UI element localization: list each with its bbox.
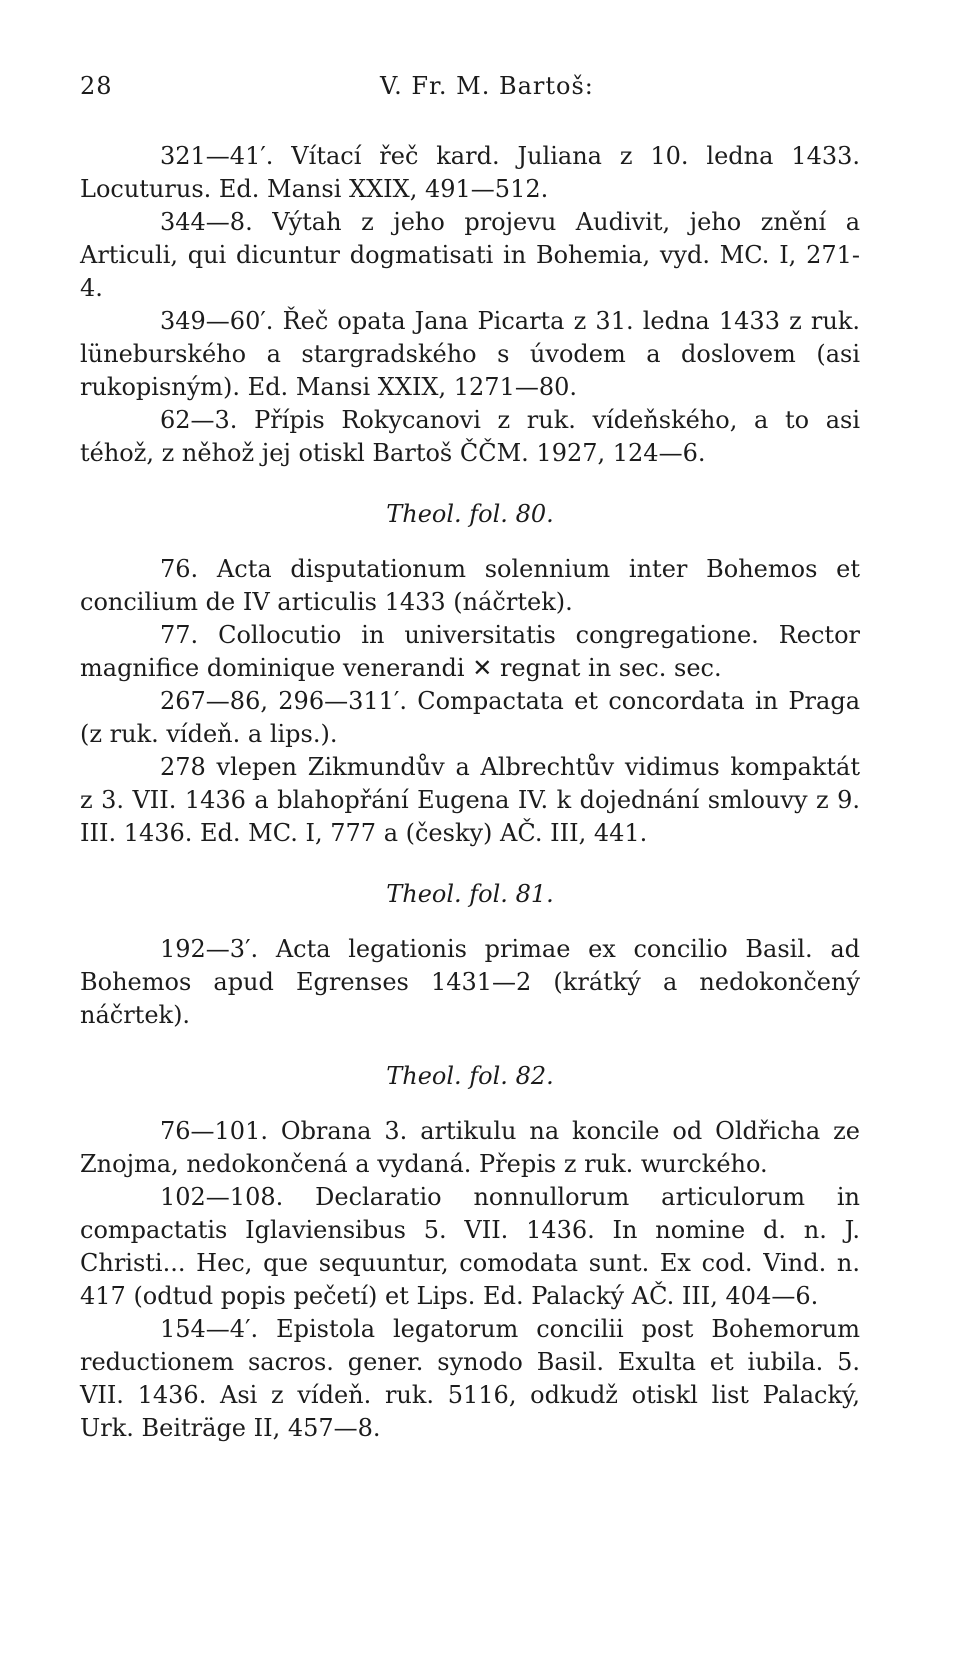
section-heading: Theol. fol. 80. [386, 500, 554, 528]
entry-paragraph: 77. Collocutio in universitatis congregatione. Rector magnifice dominique venerandi ✕ regnat in sec. sec. [80, 621, 860, 682]
page-body [80, 140, 860, 1445]
running-title: V. Fr. M. Bartoš: [380, 72, 594, 100]
entry-paragraph: 102—108. Declaratio nonnullorum articulorum in compactatis Iglaviensibus 5. VII. 1436. In nomine d. n. J. Christi... Hec, que sequuntur, comodata sunt. Ex cod. Vind. n. 417 (odtud popis pečetí) et Lips. Ed. Palacký AČ. III, 404—6. [80, 1183, 860, 1310]
entry-paragraph: 278 vlepen Zikmundův a Albrechtův vidimus kompaktát z 3. VII. 1436 a blahopřání Eugena IV. k dojednání smlouvy z 9. III. 1436. Ed. MC. I, 777 a (česky) AČ. III, 441. [80, 753, 860, 847]
entry-paragraph: 76. Acta disputationum solennium inter Bohemos et concilium de IV articulis 1433 (náčrtek). [80, 555, 860, 616]
entry-paragraph: 267—86, 296—311′. Compactata et concordata in Praga (z ruk. vídeň. a lips.). [80, 687, 860, 748]
section-heading: Theol. fol. 82. [386, 1062, 554, 1090]
entry-paragraph: 62—3. Přípis Rokycanovi z ruk. vídeňského, a to asi téhož, z něhož jej otiskl Bartoš ČČM. 1927, 124—6. [80, 406, 860, 467]
section-heading: Theol. fol. 81. [386, 880, 554, 908]
page-number: 28 [80, 72, 113, 100]
entry-paragraph: 349—60′. Řeč opata Jana Picarta z 31. ledna 1433 z ruk. lüneburského a stargradského s úvodem a doslovem (asi rukopisným). Ed. Mansi XXIX, 1271—80. [80, 307, 860, 401]
entry-paragraph: 344—8. Výtah z jeho projevu Audivit, jeho znění a Articuli, qui dicuntur dogmatisati in Bohemia, vyd. MC. I, 271-4. [80, 208, 860, 302]
page-header [80, 72, 860, 112]
entry-paragraph: 154—4′. Epistola legatorum concilii post Bohemorum reductionem sacros. gener. synodo Basil. Exulta et iubila. 5. VII. 1436. Asi z vídeň. ruk. 5116, odkudž otiskl list Palacký, Urk. Beiträge II, 457—8. [80, 1315, 860, 1442]
entry-paragraph: 76—101. Obrana 3. artikulu na koncile od Oldřicha ze Znojma, nedokončená a vydaná. Přepis z ruk. wurckého. [80, 1117, 860, 1178]
entry-paragraph: 321—41′. Vítací řeč kard. Juliana z 10. ledna 1433. Locuturus. Ed. Mansi XXIX, 491—512. [80, 142, 860, 203]
entry-paragraph: 192—3′. Acta legationis primae ex concilio Basil. ad Bohemos apud Egrenses 1431—2 (krátký a nedokončený náčrtek). [80, 935, 860, 1029]
